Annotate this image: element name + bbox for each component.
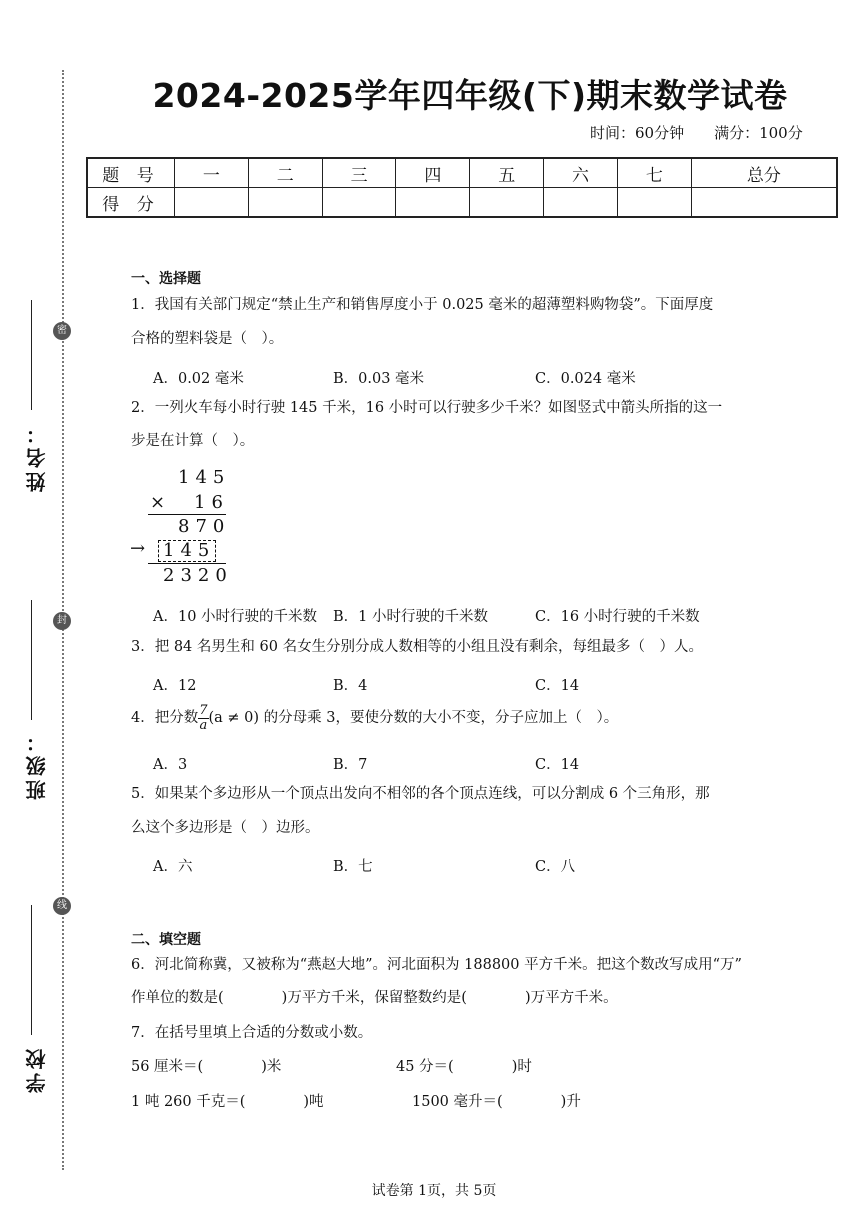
q7-item-c: 1 吨 260 千克＝( )吨 <box>131 1094 324 1110</box>
calc-row-3: 870 <box>178 516 231 537</box>
calc-result: 2320 <box>163 565 233 586</box>
score-blank <box>617 188 691 218</box>
score-cell: 二 <box>248 158 322 188</box>
q1-option-a: A．0.02 毫米 <box>153 371 244 387</box>
score-cell: 三 <box>322 158 396 188</box>
score-table-score-row <box>87 188 837 218</box>
seal-mark-feng: 封 <box>53 612 71 630</box>
score-blank <box>470 188 544 218</box>
score-cell: 一 <box>175 158 249 188</box>
q4-option-c: C．14 <box>535 757 580 773</box>
calc-row-1: 145 <box>178 467 231 488</box>
q1-option-c: C．0.024 毫米 <box>535 371 636 387</box>
name-blank-line <box>31 300 32 410</box>
q5-option-b: B．七 <box>333 859 373 875</box>
score-blank <box>322 188 396 218</box>
q7-text: 7．在括号里填上合适的分数或小数。 <box>131 1025 373 1041</box>
score-cell: 四 <box>396 158 470 188</box>
exam-time: 时间：60分钟 <box>590 124 685 142</box>
q6-text: 6．河北简称冀，又被称为“燕赵大地”。河北面积为 188800 平方千米。把这个数改写成用“万” <box>131 957 742 973</box>
exam-info <box>590 122 803 143</box>
score-blank <box>396 188 470 218</box>
q3-option-b: B．4 <box>333 678 368 694</box>
score-table <box>86 157 838 218</box>
q2-text: 2．一列火车每小时行驶 145 千米，16 小时可以行驶多少千米？如图竖式中箭头所指的这一 <box>131 400 723 416</box>
q7-item-b: 45 分＝( )时 <box>396 1059 532 1075</box>
q6-text-2: 作单位的数是( )万平方千米，保留整数约是( )万平方千米。 <box>131 990 618 1006</box>
score-cell: 总分 <box>691 158 837 188</box>
section-title-fill: 二、填空题 <box>131 932 201 948</box>
score-cell: 题 号 <box>87 158 175 188</box>
seal-mark-xian: 线 <box>53 897 71 915</box>
q2-text-2: 步是在计算（ ）。 <box>131 433 255 449</box>
score-blank <box>691 188 837 218</box>
q5-option-c: C．八 <box>535 859 576 875</box>
calc-line-2 <box>148 563 226 564</box>
q1-option-b: B．0.03 毫米 <box>333 371 425 387</box>
class-blank-line <box>31 600 32 720</box>
q3-option-a: A．12 <box>153 678 197 694</box>
q4-pre: 4．把分数 <box>131 710 199 727</box>
q7-item-a: 56 厘米＝( )米 <box>131 1059 282 1075</box>
score-blank <box>248 188 322 218</box>
q5-option-a: A．六 <box>153 859 193 875</box>
fraction-numerator: 7 <box>199 703 208 718</box>
q4-text <box>131 704 618 732</box>
q1-text-2: 合格的塑料袋是（ ）。 <box>131 331 284 347</box>
arrow-icon: → <box>130 538 146 559</box>
q4-option-b: B．7 <box>333 757 368 773</box>
fraction-denominator: a <box>199 717 208 733</box>
score-cell: 七 <box>617 158 691 188</box>
score-blank <box>544 188 618 218</box>
q4-option-a: A．3 <box>153 757 188 773</box>
score-blank <box>175 188 249 218</box>
fraction <box>198 704 208 732</box>
calc-row-4-boxed: 145 <box>158 540 216 562</box>
q2-option-b: B．1 小时行驶的千米数 <box>333 609 488 625</box>
seal-mark-mi: 密 <box>53 322 71 340</box>
school-blank-line <box>31 905 32 1035</box>
exam-title: 2024-2025学年四年级(下)期末数学试卷 <box>152 76 788 115</box>
calc-op: × <box>150 492 172 513</box>
score-row-label: 得 分 <box>87 188 175 218</box>
school-label: 学校 <box>25 1045 49 1093</box>
q7-item-d: 1500 毫升＝( )升 <box>412 1094 581 1110</box>
q5-text-2: 么这个多边形是（ ）边形。 <box>131 820 320 836</box>
calc-row-2: 16 <box>194 492 229 513</box>
q3-option-c: C．14 <box>535 678 580 694</box>
name-label: 姓名： <box>25 420 49 492</box>
section-title-choice: 一、选择题 <box>131 271 201 287</box>
score-cell: 五 <box>470 158 544 188</box>
q3-text: 3．把 84 名男生和 60 名女生分别分成人数相等的小组且没有剩余，每组最多（ ）人。 <box>131 639 704 655</box>
score-cell: 六 <box>544 158 618 188</box>
score-table-header-row <box>87 158 837 188</box>
q2-option-c: C．16 小时行驶的千米数 <box>535 609 700 625</box>
q4-post: (a ≠ 0) 的分母乘 3，要使分数的大小不变，分子应加上（ ）。 <box>208 710 619 727</box>
q5-text: 5．如果某个多边形从一个顶点出发向不相邻的各个顶点连线，可以分割成 6 个三角形，那 <box>131 786 710 802</box>
q2-option-a: A．10 小时行驶的千米数 <box>153 609 318 625</box>
page-footer: 试卷第 1页，共 5页 <box>371 1183 497 1199</box>
class-label: 班级： <box>25 728 49 800</box>
q1-text: 1．我国有关部门规定“禁止生产和销售厚度小于 0.025 毫米的超薄塑料购物袋”。下面厚度 <box>131 297 714 313</box>
exam-full-score: 满分：100分 <box>714 124 803 142</box>
calc-line-1 <box>148 514 226 515</box>
